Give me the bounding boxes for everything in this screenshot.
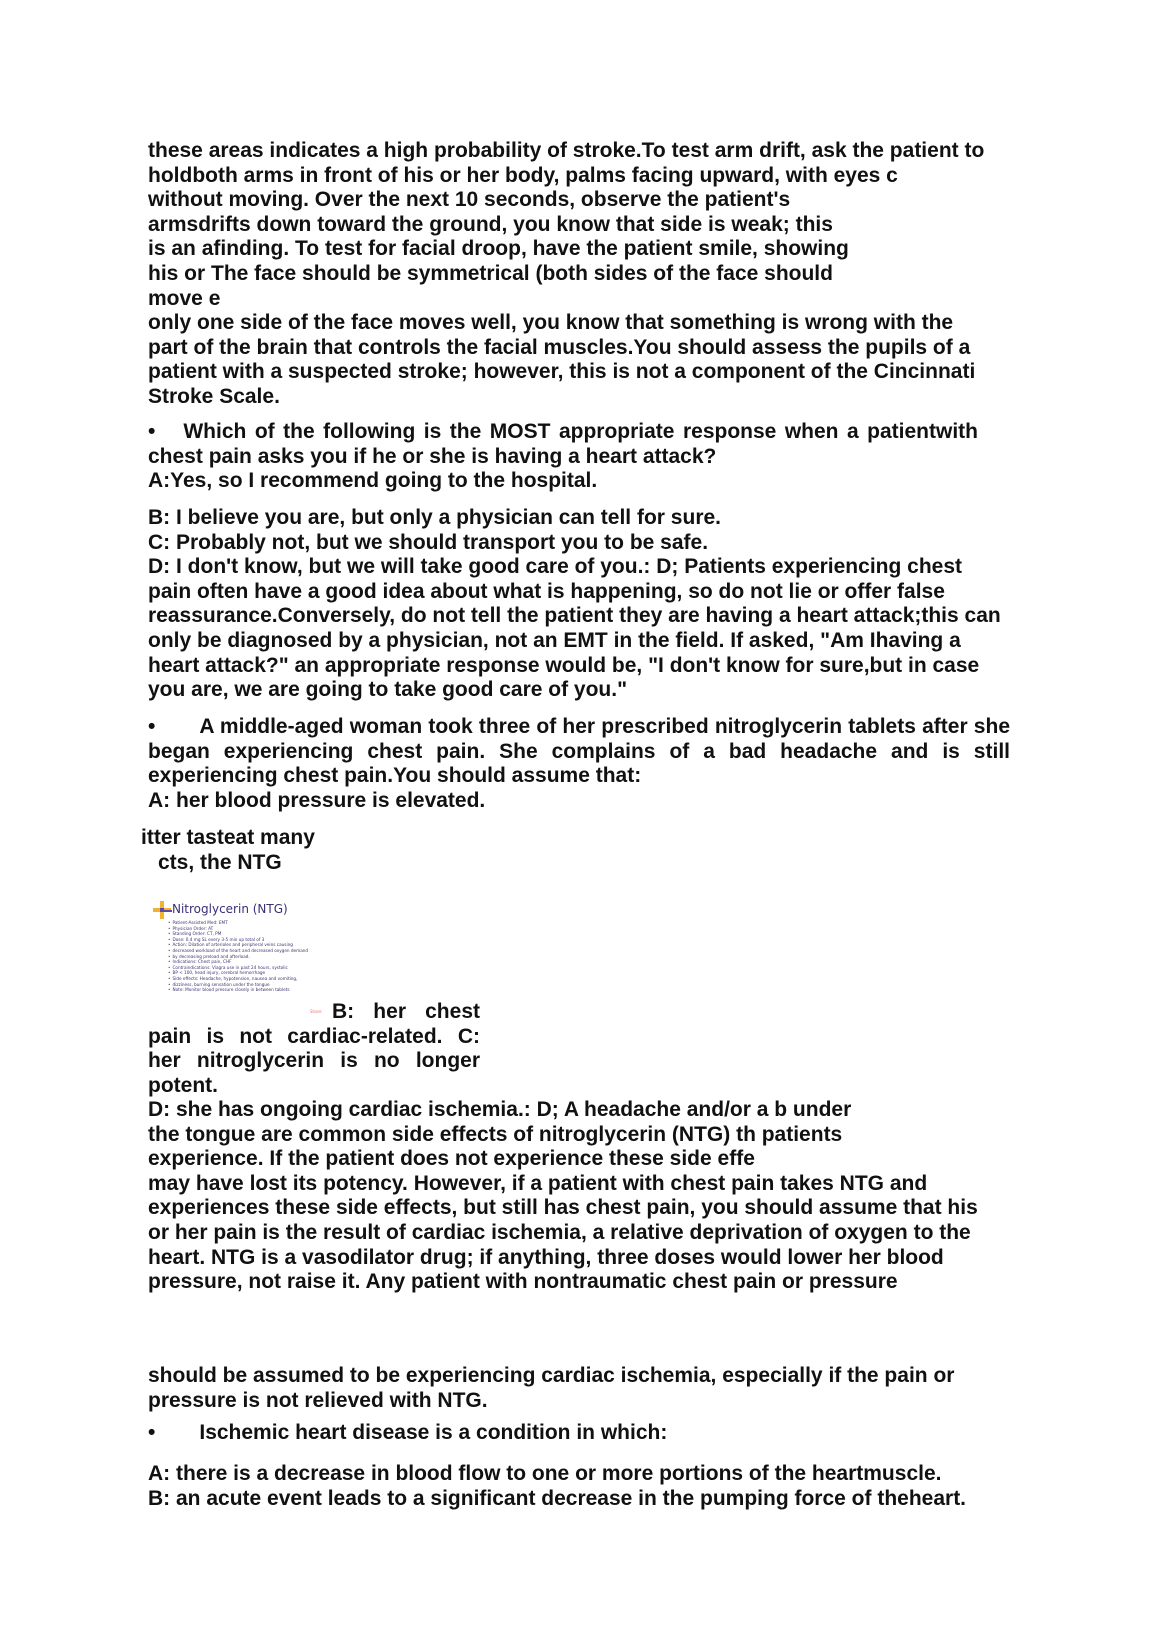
text-line: without moving. Over the next 10 seconds, observe the patient's <box>148 188 791 212</box>
nitroglycerin-answers-narrow <box>148 1000 480 1098</box>
answer-option-a: A: her blood pressure is elevated. <box>148 788 486 812</box>
ischemia-continuation-paragraph <box>148 1364 1018 1413</box>
question-body: A middle-aged woman took three of her prescribed nitroglycerin tablets after she began experiencing chest pain. She complains of a bad headache and is still experiencing chest pain.You should assume that: <box>148 715 1010 788</box>
question-ischemic-heart-disease <box>148 1421 1018 1446</box>
explanation-line: pain often have a good idea about what is happening, so do not lie or offer false <box>148 579 945 603</box>
answer-options-bc: B: her chest pain is not cardiac-related. C: her nitroglycerin is no longer potent. <box>148 1000 480 1097</box>
question-body: Which of the following is the MOST appropriate response when a patientwith chest pain asks you if he or she is having a heart attack? <box>148 420 978 468</box>
ntg-slide-item: • Side effects: Headache, hypotension, nausea and vomiting, <box>168 976 328 982</box>
ntg-slide-title: Nitroglycerin (NTG) <box>172 902 288 916</box>
answer-option-b: B: an acute event leads to a significant decrease in the pumping force of theheart. <box>148 1486 967 1510</box>
question-body: Ischemic heart disease is a condition in which: <box>199 1421 668 1444</box>
explanation-line: only be diagnosed by a physician, not an EMT in the field. If asked, "Am Ihaving a <box>148 628 961 652</box>
ntg-slide-stamp: Share <box>310 1009 322 1014</box>
question-text <box>148 715 1010 789</box>
nitroglycerin-slide-thumbnail <box>150 900 326 1014</box>
question-text <box>148 420 978 469</box>
bullet: • <box>148 715 156 738</box>
explanation-line: heart. NTG is a vasodilator drug; if anything, three doses would lower her blood <box>148 1245 944 1269</box>
medical-cross-logo-icon <box>152 900 172 920</box>
text-line: these areas indicates a high probability of stroke.To test arm drift, ask the patient to <box>148 139 985 162</box>
explanation-line: may have lost its potency. However, if a patient with chest pain takes NTG and <box>148 1171 928 1195</box>
question-ischemic-answers <box>148 1462 1018 1511</box>
text-line: Stroke Scale. <box>148 384 280 408</box>
question-nitroglycerin <box>148 715 1010 813</box>
ntg-slide-list <box>168 920 328 993</box>
ntg-slide-item: • Note: Monitor blood pressure closely in between tablets <box>168 987 328 993</box>
explanation-line: experience. If the patient does not experience these side effe <box>148 1147 755 1171</box>
text-line: is an afinding. To test for facial droop, have the patient smile, showing <box>148 237 849 261</box>
ntg-slide-item: • Standing Order: CT, PM <box>168 931 328 937</box>
answer-option-d: D: I don't know, but we will take good care of you.: D; Patients experiencing chest <box>148 555 962 579</box>
text-line: armsdrifts down toward the ground, you know that side is weak; this <box>148 212 833 236</box>
bullet: • <box>148 1421 156 1444</box>
text-line: holdboth arms in front of his or her body, palms facing upward, with eyes c <box>148 163 898 187</box>
explanation-line: reassurance.Conversely, do not tell the patient they are having a heart attack;this can <box>148 604 1001 628</box>
text-line: should be assumed to be experiencing cardiac ischemia, especially if the pain or <box>148 1364 955 1387</box>
explanation-line: heart attack?" an appropriate response would be, "I don't know for sure,but in case <box>148 653 980 677</box>
ntg-slide-item: • BP < 100, head injury, cerebral hemorrhage <box>168 970 328 976</box>
ntg-slide-item: • Action: Dilation of arterioles and peripheral veins causing <box>168 942 328 948</box>
ntg-slide-item: • decreased workload of the heart and decreased oxygen demand <box>168 948 328 954</box>
text-line: patient with a suspected stroke; however, this is not a component of the Cincinnati <box>148 360 976 384</box>
answer-option-a: A: there is a decrease in blood flow to one or more portions of the heartmuscle. <box>148 1462 942 1485</box>
bullet: • <box>148 420 156 443</box>
explanation-line: pressure, not raise it. Any patient with nontraumatic chest pain or pressure <box>148 1270 898 1294</box>
text-line: only one side of the face moves well, you know that something is wrong with the <box>148 311 954 335</box>
ntg-slide-item: • Physician Order: AT <box>168 926 328 932</box>
fragment-line: itter tasteat many <box>141 826 315 849</box>
stroke-scale-paragraph <box>148 139 1018 410</box>
ntg-slide-item: • Dose: 0.4 mg SL every 3-5 min up total of 3 <box>168 937 328 943</box>
ntg-slide-item: • Indications: Chest pain, CHF <box>168 959 328 965</box>
question-text <box>148 1421 1018 1446</box>
answer-option-b: B: I believe you are, but only a physician can tell for sure. <box>148 506 721 529</box>
explanation-line: experiences these side effects, but still has chest pain, you should assume that his <box>148 1196 978 1220</box>
answer-option-c: C: Probably not, but we should transport you to be safe. <box>148 530 709 554</box>
text-fragment <box>141 826 441 875</box>
ntg-slide-item: • by decreasing preload and afterload. <box>168 954 328 960</box>
explanation-line: you are, we are going to take good care of you." <box>148 678 628 702</box>
explanation-line: the tongue are common side effects of nitroglycerin (NTG) th patients <box>148 1122 843 1146</box>
question-heart-attack <box>148 420 978 494</box>
fragment-line: cts, the NTG <box>158 850 282 874</box>
answer-option-d: D: she has ongoing cardiac ischemia.: D; A headache and/or a b under <box>148 1098 852 1121</box>
nitroglycerin-explanation <box>148 1098 1018 1295</box>
text-line: pressure is not relieved with NTG. <box>148 1388 488 1412</box>
ntg-slide-item: • dizziness, burning sensation under the tongue <box>168 982 328 988</box>
text-line: move e <box>148 286 221 310</box>
text-line: part of the brain that controls the facial muscles.You should assess the pupils of a <box>148 335 971 359</box>
text-line: his or The face should be symmetrical (both sides of the face should <box>148 261 833 285</box>
explanation-line: or her pain is the result of cardiac ischemia, a relative deprivation of oxygen to the <box>148 1220 971 1244</box>
answer-option-a: A:Yes, so I recommend going to the hospital. <box>148 469 598 493</box>
ntg-slide-item: • Contraindications: Viagra use in past 24 hours, systolic <box>168 965 328 971</box>
question-heart-attack-answers <box>148 506 1018 703</box>
ntg-slide-item: • Patient-Assisted Med: EMT <box>168 920 328 926</box>
